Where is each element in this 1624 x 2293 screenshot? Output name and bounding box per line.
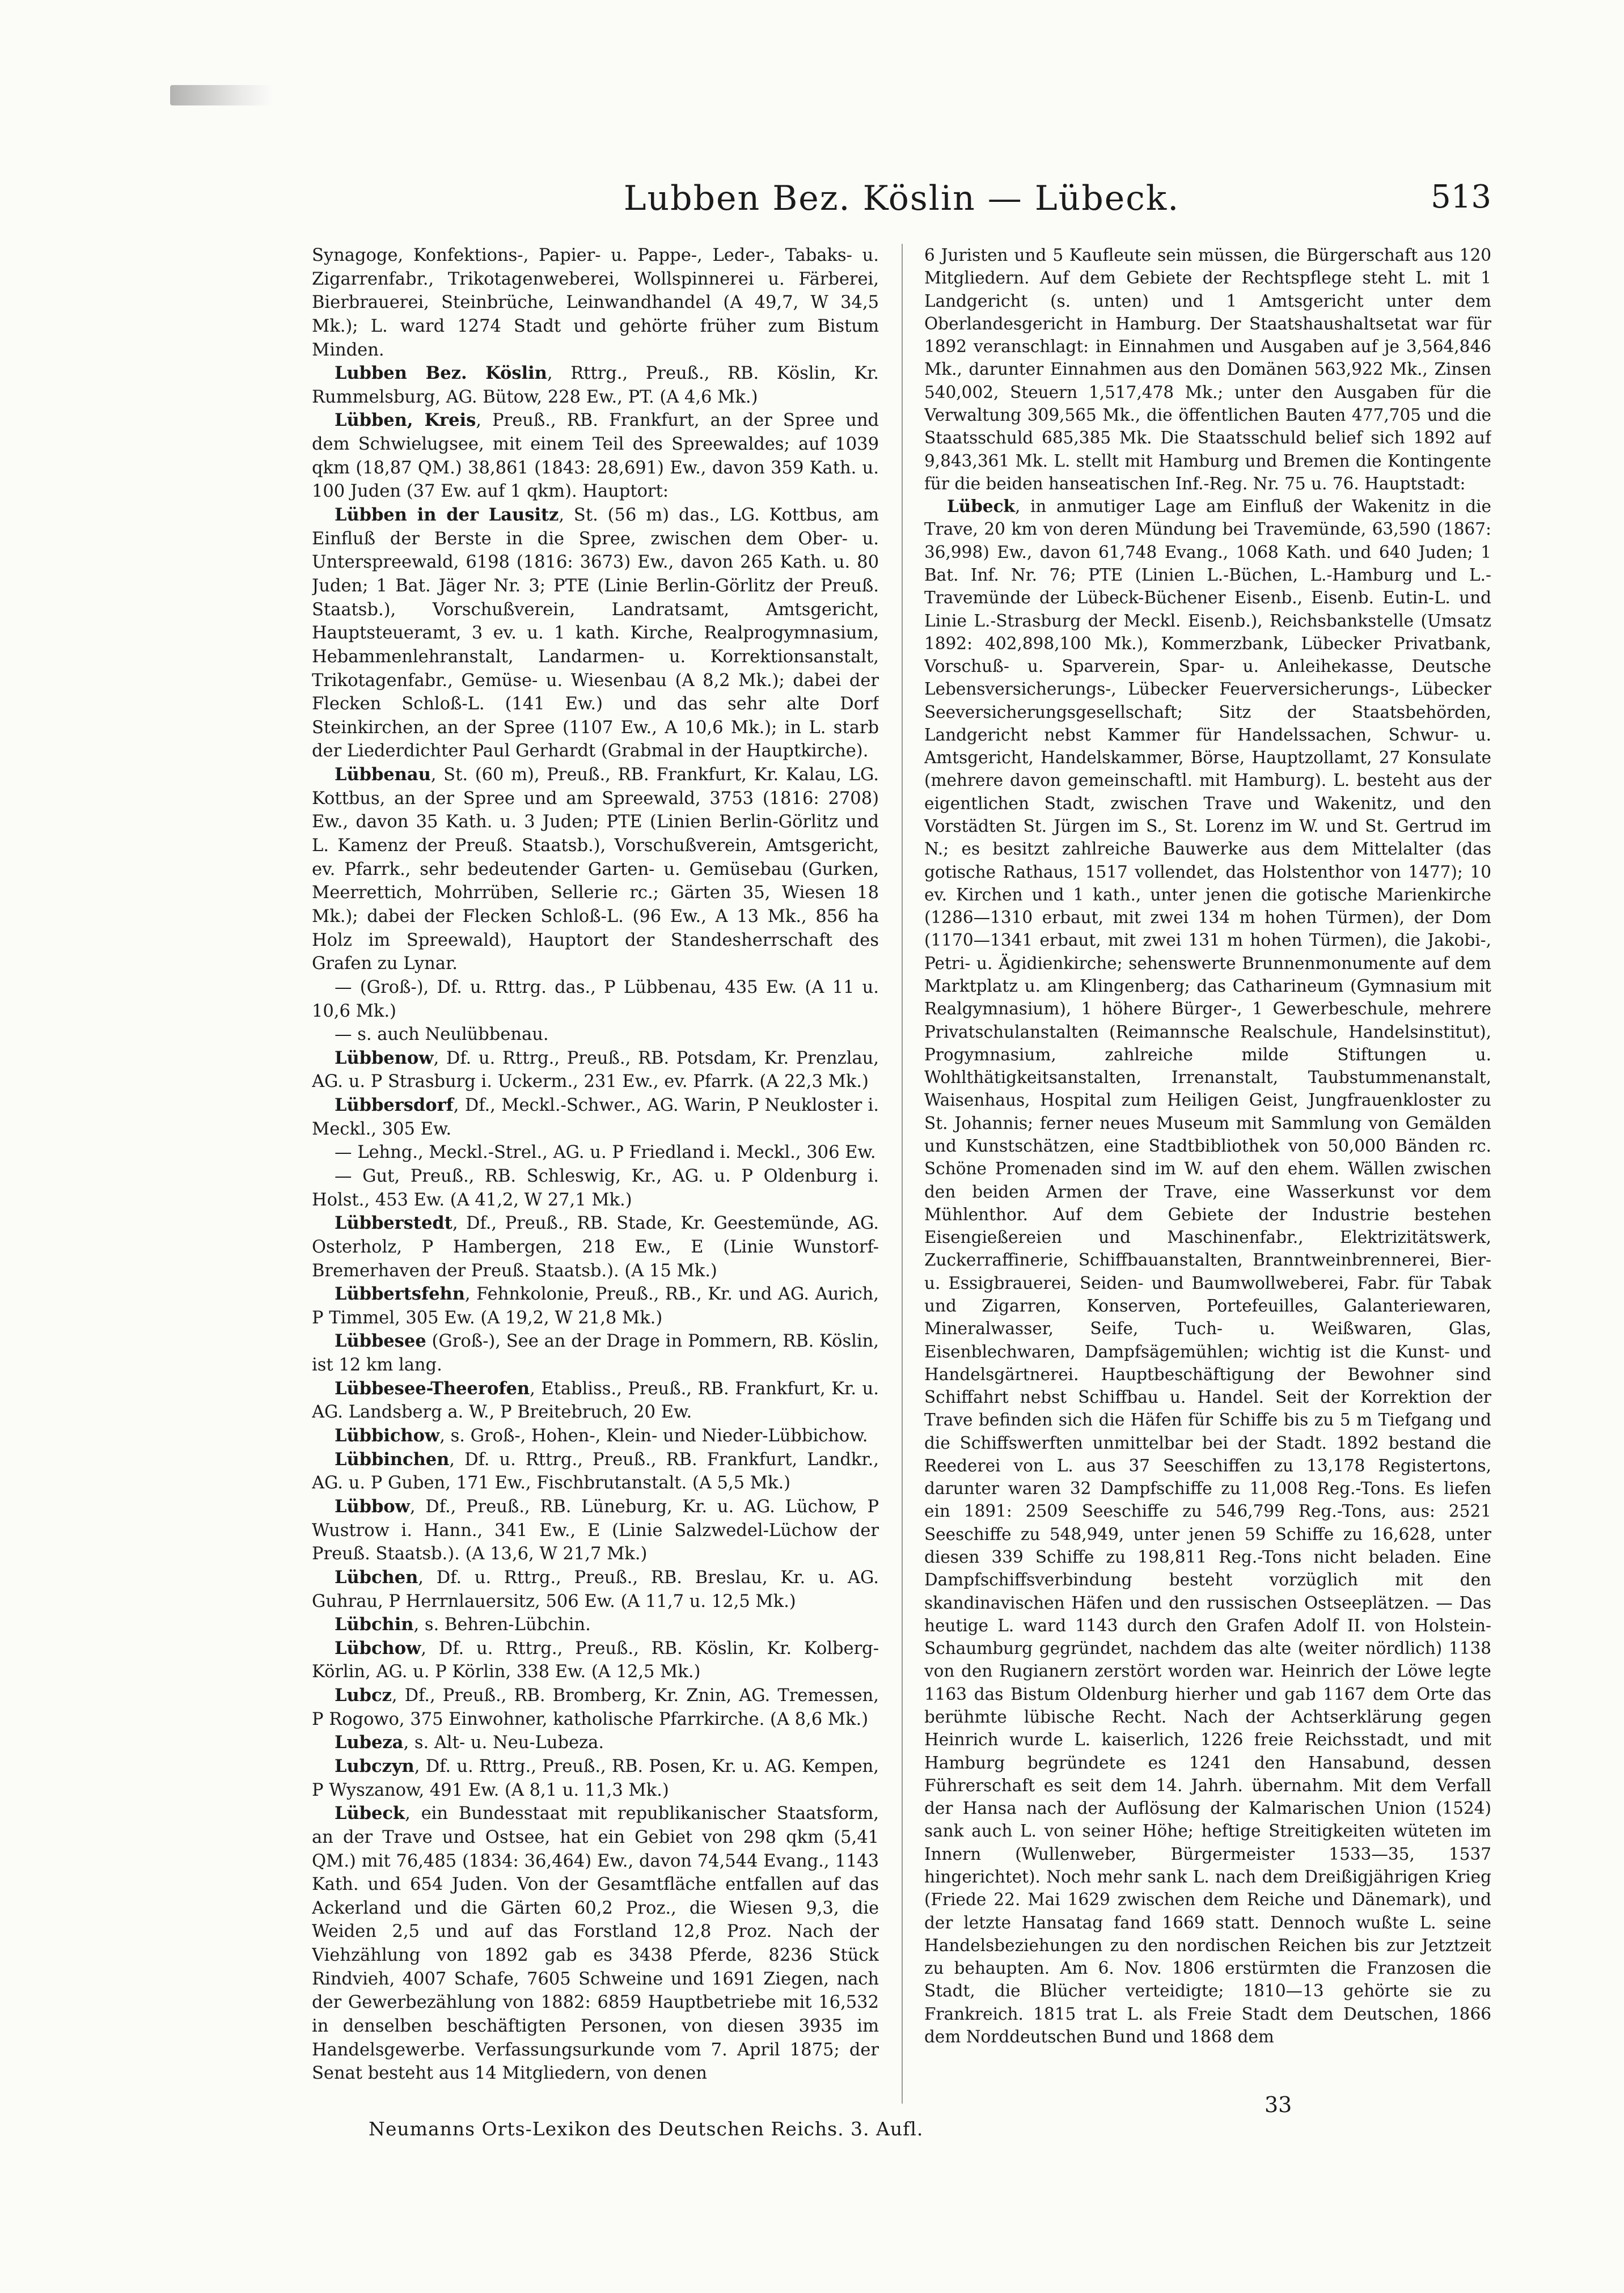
- entry-text: , s. Alt- u. Neu-Lubeza.: [403, 1733, 604, 1753]
- entry-headword: Lubben Bez. Köslin: [335, 363, 547, 384]
- entry-headword: Lübbertsfehn: [335, 1284, 465, 1305]
- entry-headword: Lubeza: [335, 1732, 404, 1753]
- dictionary-entry: [312, 1212, 879, 1283]
- entry-headword: Lübben in der Lausitz: [335, 505, 559, 526]
- scan-smudge: [170, 85, 272, 105]
- dictionary-entry: [312, 244, 879, 362]
- entry-text: , Df., Preuß., RB. Lüneburg, Kr. u. AG. Lüchow, P Wustrow i. Hann., 341 Ew., E (Linie Salzwedel-Lüchow der Preuß. Staatsb.). (A 13,6, W 21,7 Mk.): [312, 1496, 879, 1564]
- entry-headword: Lübeck: [947, 496, 1015, 517]
- entry-text: — (Groß-), Df. u. Rttrg. das., P Lübbenau, 435 Ew. (A 11 u. 10,6 Mk.): [312, 977, 879, 1021]
- dictionary-entry: [312, 1023, 879, 1047]
- dictionary-entry: [312, 1283, 879, 1330]
- dictionary-entry: [312, 976, 879, 1023]
- entry-headword: Lübbesee: [335, 1331, 426, 1352]
- entry-headword: Lübbenow: [335, 1047, 434, 1068]
- entry-text: 6 Juristen und 5 Kaufleute sein müssen, die Bürgerschaft aus 120 Mitgliedern. Auf dem Gebiete der Rechtspflege steht L. mit 1 Landgericht (s. unten) und 1 Amtsgericht unter dem Oberlandesgericht in Hamburg. Der Staatshaushaltsetat war für 1892 veranschlagt: in Einnahmen und Ausgaben auf je 3,564,846 Mk., darunter Einnahmen aus den Domänen 563,922 Mk., Zinsen 540,002, Steuern 1,517,478 Mk.; unter den Ausgaben für die Verwaltung 309,565 Mk., die öffentlichen Bauten 477,705 und die Staatsschuld 685,385 Mk. Die Staatsschuld belief sich 1892 auf 9,843,361 Mk. L. stellt mit Hamburg und Bremen die Kontingente für die beiden hanseatischen Inf.-Reg. Nr. 75 u. 76. Hauptstadt:: [924, 246, 1491, 493]
- dictionary-entry: [312, 1141, 879, 1165]
- entry-headword: Lübchin: [335, 1614, 414, 1635]
- dictionary-entry: [312, 362, 879, 409]
- dictionary-entry: [312, 1165, 879, 1212]
- entry-headword: Lübeck: [335, 1803, 405, 1824]
- entry-headword: Lübbichow: [335, 1425, 440, 1446]
- entry-text: , Fehnkolonie, Preuß., RB., Kr. und AG. Aurich, P Timmel, 305 Ew. (A 19,2, W 21,8 Mk.): [312, 1284, 879, 1328]
- entry-headword: Lübbesee-Theerofen: [335, 1378, 530, 1399]
- dictionary-entry: [312, 1047, 879, 1094]
- dictionary-entry: [312, 1424, 879, 1448]
- entry-text: , in anmutiger Lage am Einfluß der Wakenitz in die Trave, 20 km von deren Mündung bei Travemünde, 63,590 (1867: 36,998) Ew., davon 61,748 Evang., 1068 Kath. und 640 Juden; 1 Bat. Inf. Nr. 76; PTE (Linien L.-Büchen, L.-Hamburg und L.-Travemünde der Lübeck-Büchener Eisenb., Eisenb. Eutin-L. und Linie L.-Strasburg der Meckl. Eisenb.), Reichsbankstelle (Umsatz 1892: 402,898,100 Mk.), Kommerzbank, Lübecker Privatbank, Vorschuß- u. Sparverein, Spar- u. Anleihekasse, Deutsche Lebensversicherungs-, Lübecker Feuerversicherungs-, Lübecker Seeversicherungsgesellschaft; Sitz der Staatsbehörden, Landgericht nebst Kammer für Handelssachen, Schwur- u. Amtsgericht, Handelskammer, Börse, Hauptzollamt, 27 Konsulate (mehrere davon gemeinschaftl. mit Hamburg). L. besteht aus der eigentlichen Stadt, zwischen Trave und Wakenitz, und den Vorstädten St. Jürgen im S., St. Lorenz im W. und St. Gertrud im N.; es besitzt zahlreiche Bauwerke aus dem Mittelalter (das gotische Rathaus, 1517 vollendet, das Holstenthor von 1477); 10 ev. Kirchen und 1 kath., unter jenen die gotische Marienkirche (1286—1310 erbaut, mit zwei 134 m hohen Türmen), der Dom (1170—1341 erbaut, mit zwei 131 m hohen Türmen), die Jakobi-, Petri- u. Ägidienkirche; sehenswerte Brunnenmonumente auf dem Marktplatz u. am Klingenberg; das Catharineum (Gymnasium mit Realgymnasium), 1 höhere Bürger-, 1 Gewerbeschule, mehrere Privatschulanstalten (Reimannsche Realschule, Handelsinstitut), Progymnasium, zahlreiche milde Stiftungen u. Wohlthätigkeitsanstalten, Irrenanstalt, Taubstummenanstalt, Waisenhaus, Hospital zum Heiligen Geist, Jungfrauenkloster zu St. Johannis; ferner neues Museum mit Sammlung von Gemälden und Kunstschätzen, eine Stadtbibliothek von 50,000 Bänden rc. Schöne Promenaden sind im W. auf den ehem. Wällen zwischen den beiden Armen der Trave, eine Wasserkunst vor dem Mühlenthor. Auf dem Gebiete der Industrie bestehen Eisengießereien und Maschinenfabr., Elektrizitätswerk, Zuckerraffinerie, Schiffbauanstalten, Branntweinbrennerei, Bier- u. Essigbrauerei, Seiden- und Baumwollweberei, Fabr. für Tabak und Zigarren, Konserven, Portefeuilles, Galanteriewaren, Mineralwasser, Seife, Tuch- u. Weißwaren, Glas, Eisenblechwaren, Dampfsägemühlen; wichtig ist die Kunst- und Handelsgärtnerei. Hauptbeschäftigung der Bewohner sind Schiffahrt nebst Schiffbau u. Handel. Seit der Korrektion der Trave befinden sich die Häfen für Schiffe bis zu 5 m Tiefgang und die Schiffswerften unmittelbar bei der Stadt. 1892 bestand die Reederei von L. aus 37 Seeschiffen zu 13,178 Registertons, darunter waren 32 Dampfschiffe zu 11,008 Reg.-Tons. Es liefen ein 1891: 2509 Seeschiffe zu 546,799 Reg.-Tons, aus: 2521 Seeschiffe zu 548,949, unter jenen 59 Schiffe zu 16,628, unter diesen 339 Schiffe zu 198,811 Reg.-Tons nicht beladen. Eine Dampfschiffsverbindung besteht vorzüglich mit den skandinavischen Häfen und den russischen Ostseeplätzen. — Das heutige L. ward 1143 durch den Grafen Adolf II. von Holstein-Schaumburg gegründet, nachdem das alte (weiter nördlich) 1138 von den Rugianern zerstört worden war. Heinrich der Löwe legte 1163 das Bistum Oldenburg hierher und gab 1167 dem Orte das berühmte lübische Recht. Nach der Achtserklärung gegen Heinrich wurde L. kaiserlich, 1226 freie Reichsstadt, und mit Hamburg begründete es 1241 den Hansabund, dessen Führerschaft es seit dem 14. Jahrh. übernahm. Mit dem Verfall der Hansa nach der Auflösung der Kalmarischen Union (1524) sank auch L. von seiner Höhe; heftige Streitigkeiten wüteten im Innern (Wullenweber, Bürgermeister 1533—35, 1537 hingerichtet). Noch mehr sank L. nach dem Dreißigjährigen Krieg (Friede 22. Mai 1629 zwischen dem Reiche und Dänemark), und der letzte Hansatag fand 1669 statt. Dennoch wußte L. seine Handelsbeziehungen zu den nordischen Reichen bis zur Jetztzeit zu behaupten. Am 6. Nov. 1806 erstürmten die Franzosen die Stadt, die Blücher verteidigte; 1810—13 gehörte sie zu Frankreich. 1815 trat L. als Freie Stadt dem Deutschen, 1866 dem Norddeutschen Bund und 1868 dem: [924, 497, 1491, 2046]
- dictionary-entry: [312, 1802, 879, 2085]
- page-number: 513: [1431, 179, 1491, 215]
- entry-headword: Lübbenau: [335, 764, 431, 785]
- dictionary-entry: [312, 1566, 879, 1613]
- entry-headword: Lübbow: [335, 1496, 410, 1517]
- right-column: [924, 244, 1491, 2109]
- dictionary-entry: [312, 1094, 879, 1141]
- entry-text: , Df., Preuß., RB. Bromberg, Kr. Znin, AG. Tremessen, P Rogowo, 375 Einwohner, katholische Pfarrkirche. (A 8,6 Mk.): [312, 1686, 879, 1729]
- entry-headword: Lübbersdorf: [335, 1095, 454, 1116]
- dictionary-entry: [312, 1495, 879, 1566]
- dictionary-entry: [312, 1448, 879, 1495]
- entry-text: , Df. u. Rttrg., Preuß., RB. Posen, Kr. u. AG. Kempen, P Wyszanow, 491 Ew. (A 8,1 u. 11,3 Mk.): [312, 1757, 879, 1800]
- dictionary-entry: [312, 1637, 879, 1684]
- text-columns: [312, 244, 1491, 2109]
- entry-text: , Df. u. Rttrg., Preuß., RB. Breslau, Kr. u. AG. Guhrau, P Herrnlauersitz, 506 Ew. (A 11,7 u. 12,5 Mk.): [312, 1567, 879, 1611]
- entry-headword: Lübberstedt: [335, 1213, 452, 1234]
- dictionary-entry: [312, 504, 879, 763]
- dictionary-entry: [312, 1613, 879, 1637]
- entry-text: , Preuß., RB. Frankfurt, an der Spree und dem Schwielugsee, mit einem Teil des Spreewaldes; auf 1039 qkm (18,87 QM.) 38,861 (1843: 28,691) Ew., davon 359 Kath. u. 100 Juden (37 Ew. auf 1 qkm). Hauptort:: [312, 411, 879, 502]
- entry-text: Synagoge, Konfektions-, Papier- u. Pappe-, Leder-, Tabaks- u. Zigarrenfabr., Trikotagenweberei, Wollspinnerei u. Färberei, Bierbrauerei, Steinbrüche, Leinwandhandel (A 49,7, W 34,5 Mk.); L. ward 1274 Stadt und gehörte früher zum Bistum Minden.: [312, 246, 879, 360]
- footer-imprint: Neumanns Orts-Lexikon des Deutschen Reichs. 3. Aufl.: [369, 2118, 924, 2140]
- dictionary-entry: [312, 763, 879, 976]
- dictionary-entry: [312, 409, 879, 504]
- dictionary-entry: [312, 1377, 879, 1424]
- dictionary-entry: [924, 495, 1491, 2048]
- entry-text: , St. (60 m), Preuß., RB. Frankfurt, Kr. Kalau, LG. Kottbus, an der Spree und am Spreewald, 3753 (1816: 2708) Ew., davon 35 Kath. u. 3 Juden; PTE (Linien Berlin-Görlitz und L. Kamenz der Preuß. Staatsb.), Vorschußverein, Amtsgericht, ev. Pfarrk., sehr bedeutender Garten- u. Gemüsebau (Gurken, Meerrettich, Mohrrüben, Sellerie rc.; Gärten 35, Wiesen 18 Mk.); dabei der Flecken Schloß-L. (96 Ew., A 13 Mk., 856 ha Holz im Spreewald), Hauptort der Standesherrschaft des Grafen zu Lynar.: [312, 765, 879, 974]
- entry-text: (Groß-), See an der Drage in Pommern, RB. Köslin, ist 12 km lang.: [312, 1331, 879, 1376]
- dictionary-entry: [312, 1330, 879, 1377]
- entry-headword: Lubczyn: [335, 1756, 415, 1776]
- entry-text: , Df. u. Rttrg., Preuß., RB. Potsdam, Kr. Prenzlau, AG. u. P Strasburg i. Uckerm., 231 Ew., ev. Pfarrk. (A 22,3 Mk.): [312, 1048, 879, 1092]
- entry-text: , Df. u. Rttrg., Preuß., RB. Frankfurt, Landkr., AG. u. P Guben, 171 Ew., Fischbrutanstalt. (A 5,5 Mk.): [312, 1449, 879, 1494]
- dictionary-entry: [924, 244, 1491, 495]
- entry-text: , ein Bundesstaat mit republikanischer Staatsform, an der Trave und Ostsee, hat ein Gebiet von 298 qkm (5,41 QM.) mit 76,485 (1834: 36,464) Ew., davon 74,544 Evang., 1143 Kath. und 654 Juden. Von der Gesamtfläche entfallen auf das Ackerland und die Gärten 60,2 Proz., die Wiesen 9,3, die Weiden 2,5 und auf das Forstland 12,8 Proz. Nach der Viehzählung von 1892 gab es 3438 Pferde, 8236 Stück Rindvieh, 4007 Schafe, 7605 Schweine und 1691 Ziegen, nach der Gewerbezählung von 1882: 6859 Hauptbetriebe mit 16,532 in denselben beschäftigten Personen, von diesen 3935 im Handelsgewerbe. Verfassungsurkunde vom 7. April 1875; der Senat besteht aus 14 Mitgliedern, von denen: [312, 1804, 879, 2084]
- signature-number: 33: [1264, 2092, 1292, 2117]
- dictionary-entry: [312, 1755, 879, 1802]
- entry-text: — Lehng., Meckl.-Strel., AG. u. P Friedland i. Meckl., 306 Ew.: [335, 1143, 876, 1163]
- entry-text: , s. Groß-, Hohen-, Klein- und Nieder-Lübbichow.: [439, 1426, 868, 1446]
- page-header: [312, 179, 1491, 235]
- entry-text: , Df., Meckl.-Schwer., AG. Warin, P Neukloster i. Meckl., 305 Ew.: [312, 1095, 879, 1139]
- entry-headword: Lübchen: [335, 1567, 418, 1588]
- entry-headword: Lubcz: [335, 1685, 392, 1706]
- dictionary-entry: [312, 1684, 879, 1731]
- entry-text: — Gut, Preuß., RB. Schleswig, Kr., AG. u. P Oldenburg i. Holst., 453 Ew. (A 41,2, W 27,1 Mk.): [312, 1166, 879, 1210]
- dictionary-entry: [312, 1731, 879, 1755]
- entry-text: , St. (56 m) das., LG. Kottbus, am Einfluß der Berste in die Spree, zwischen dem Ober- u. Unterspreewald, 6198 (1816: 3673) Ew., davon 265 Kath. u. 80 Juden; 1 Bat. Jäger Nr. 3; PTE (Linie Berlin-Görlitz der Preuß. Staatsb.), Vorschußverein, Landratsamt, Amtsgericht, Hauptsteueramt, 3 ev. u. 1 kath. Kirche, Realprogymnasium, Hebammenlehranstalt, Landarmen- u. Korrektionsanstalt, Trikotagenfabr., Gemüse- u. Wiesenbau (A 8,2 Mk.); dabei der Flecken Schloß-L. (141 Ew.) und das sehr alte Dorf Steinkirchen, an der Spree (1107 Ew., A 10,6 Mk.); in L. starb der Liederdichter Paul Gerhardt (Grabmal in der Hauptkirche).: [312, 505, 879, 761]
- entry-headword: Lübchow: [335, 1638, 421, 1659]
- column-rule: [902, 244, 903, 2104]
- left-column: [312, 244, 879, 2109]
- entry-text: , Rttrg., Preuß., RB. Köslin, Kr. Rummelsburg, AG. Bütow, 228 Ew., PT. (A 4,6 Mk.): [312, 363, 879, 407]
- entry-text: , Df., Preuß., RB. Stade, Kr. Geestemünde, AG. Osterholz, P Hambergen, 218 Ew., E (Linie Wunstorf-Bremerhaven der Preuß. Staatsb.). (A 15 Mk.): [312, 1213, 879, 1281]
- entry-text: , Etabliss., Preuß., RB. Frankfurt, Kr. u. AG. Landsberg a. W., P Breitebruch, 20 Ew.: [312, 1378, 879, 1423]
- entry-text: — s. auch Neulübbenau.: [335, 1025, 549, 1045]
- running-title: Lubben Bez. Köslin — Lübeck.: [623, 179, 1180, 218]
- entry-headword: Lübben, Kreis: [335, 410, 476, 431]
- entry-text: , Df. u. Rttrg., Preuß., RB. Köslin, Kr. Kolberg-Körlin, AG. u. P Körlin, 338 Ew. (A 12,5 Mk.): [312, 1638, 879, 1682]
- entry-headword: Lübbinchen: [335, 1449, 450, 1470]
- entry-text: , s. Behren-Lübchin.: [413, 1615, 591, 1635]
